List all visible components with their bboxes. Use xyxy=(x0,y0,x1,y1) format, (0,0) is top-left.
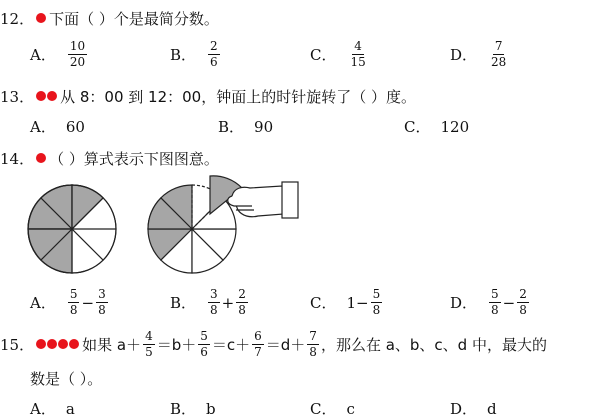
difficulty-dot-icon xyxy=(69,339,79,349)
q14-text: （ ）算式表示下图图意。 xyxy=(49,149,219,168)
fraction: $\frac{2}{6}$ xyxy=(210,39,218,69)
difficulty-dots xyxy=(36,91,58,101)
fraction: $\frac{2}{8}$ xyxy=(238,287,246,317)
q12-text: 下面（ ）个是最简分数。 xyxy=(49,9,219,28)
q12-option-a[interactable]: A． $\frac{10}{20}$ xyxy=(30,39,86,69)
fraction: $\frac{4}{15}$ xyxy=(350,39,366,69)
q12-stem xyxy=(0,6,219,30)
fraction: $\frac{4}{5}$ xyxy=(145,328,153,359)
fraction: $\frac{2}{8}$ xyxy=(519,287,527,317)
q13-option-c[interactable]: C． 120 xyxy=(404,117,470,136)
difficulty-dot-icon xyxy=(47,339,57,349)
fraction: $\frac{5}{6}$ xyxy=(200,328,208,359)
difficulty-dots xyxy=(36,339,80,349)
q12-option-d[interactable]: D． $\frac{7}{28}$ xyxy=(450,39,507,69)
q15-stem-line2: 数是（ ）。 xyxy=(30,369,103,388)
q13-option-b[interactable]: B． 90 xyxy=(218,117,274,136)
q15-number: 15． xyxy=(0,335,35,354)
difficulty-dot-icon xyxy=(36,153,46,163)
q13-option-a[interactable]: A． 60 xyxy=(30,117,85,136)
q15-stem: 15． 如果 a＋ $\frac{4}{5}$ ＝b＋ $\frac{5}{6}$ ＝c＋ $\frac{6}{7}$ ＝d＋ $\frac{7}{8}$ ，那么在 a、b、c、d 中，最大的 xyxy=(0,328,547,359)
q14-option-d[interactable]: D． $\frac{5}{8}$ − $\frac{2}{8}$ xyxy=(450,287,527,317)
fraction: $\frac{5}{8}$ xyxy=(69,287,78,317)
q14-stem xyxy=(0,146,219,170)
fraction: $\frac{3}{8}$ xyxy=(210,287,218,317)
fraction: $\frac{10}{20}$ xyxy=(69,39,86,69)
fraction: $\frac{6}{7}$ xyxy=(254,328,262,359)
fraction: $\frac{7}{8}$ xyxy=(309,328,317,359)
fraction: $\frac{5}{8}$ xyxy=(372,287,381,317)
fraction: $\frac{7}{28}$ xyxy=(491,39,507,69)
circle-left xyxy=(28,185,116,273)
difficulty-dots xyxy=(36,13,47,23)
q12-option-c[interactable]: C． $\frac{4}{15}$ xyxy=(310,39,366,69)
q13-text: 从 8：00 到 12：00，钟面上的时针旋转了（ ）度。 xyxy=(60,87,416,106)
q15-option-c[interactable]: C． c xyxy=(310,399,355,418)
q14-number: 14． xyxy=(0,149,35,168)
q14-option-b[interactable]: B． $\frac{3}{8}$ + $\frac{2}{8}$ xyxy=(170,287,246,317)
difficulty-dot-icon xyxy=(36,13,46,23)
difficulty-dot-icon xyxy=(36,339,46,349)
q12-number: 12． xyxy=(0,9,35,28)
difficulty-dot-icon xyxy=(58,339,68,349)
q15-option-a[interactable]: A． a xyxy=(30,399,75,418)
q14-figure xyxy=(20,174,310,282)
difficulty-dot-icon xyxy=(36,91,46,101)
q15-option-d[interactable]: D． d xyxy=(450,399,497,418)
fraction: $\frac{3}{8}$ xyxy=(98,287,106,317)
fraction: $\frac{5}{8}$ xyxy=(491,287,499,317)
q14-option-c[interactable]: C． 1− $\frac{5}{8}$ xyxy=(310,287,381,317)
difficulty-dot-icon xyxy=(47,91,57,101)
q13-stem xyxy=(0,84,416,108)
difficulty-dots xyxy=(36,153,47,163)
q15-option-b[interactable]: B． b xyxy=(170,399,216,418)
q12-option-b[interactable]: B． $\frac{2}{6}$ xyxy=(170,39,218,69)
q14-option-a[interactable]: A． $\frac{5}{8}$ − $\frac{3}{8}$ xyxy=(30,287,106,317)
q13-number: 13． xyxy=(0,87,35,106)
